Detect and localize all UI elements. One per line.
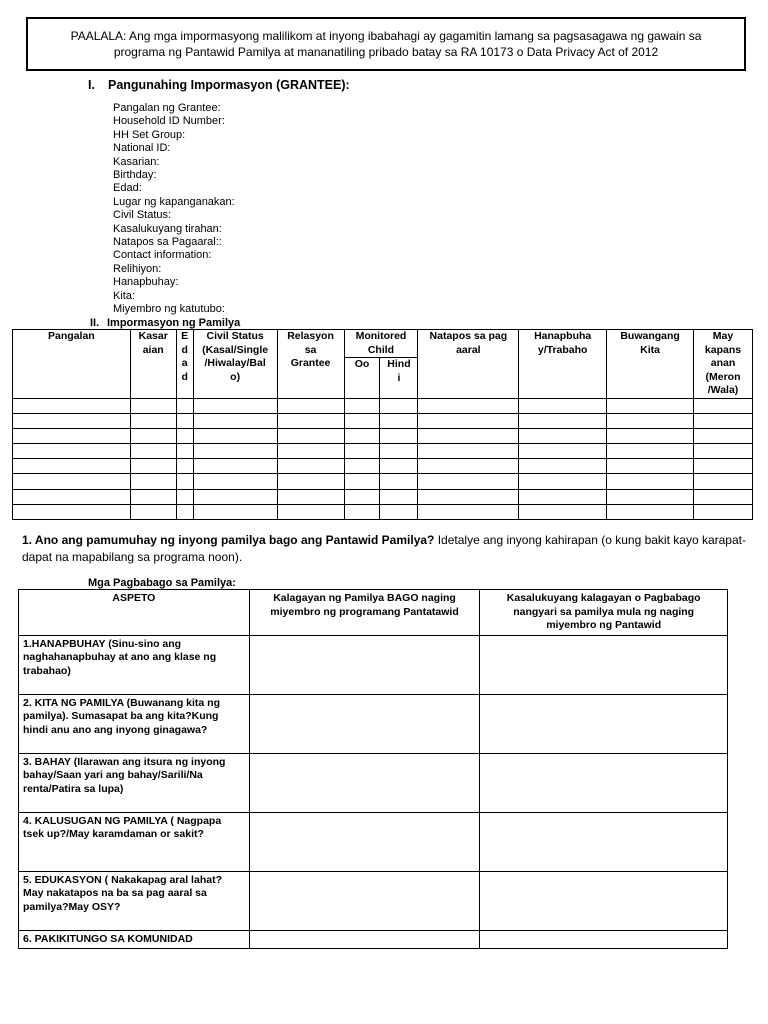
- section-title: Pangunahing Impormasyon (GRANTEE):: [108, 78, 350, 92]
- col-header-hanapbuhay: Hanapbuha y/Trabaho: [519, 330, 607, 399]
- question-1: [22, 532, 746, 566]
- aspect-cell: 6. PAKIKITUNGO SA KOMUNIDAD: [19, 930, 250, 949]
- field-label: Miyembro ng katutubo:: [113, 303, 225, 316]
- table-row: [13, 444, 753, 459]
- col-header-monitored-child: Monitored Child: [344, 330, 418, 358]
- field-label: Hanapbuhay:: [113, 276, 179, 289]
- col-header-kasarian: Kasar aian: [130, 330, 176, 399]
- table-row: [19, 871, 728, 930]
- question-1-bold: 1. Ano ang pamumuhay ng inyong pamilya bago ang Pantawid Pamilya?: [22, 533, 435, 547]
- table-row: [13, 398, 753, 413]
- section-title: Impormasyon ng Pamilya: [107, 317, 241, 329]
- section-2-heading: [90, 317, 240, 329]
- table-row: [13, 489, 753, 504]
- field-label: Edad:: [113, 182, 142, 195]
- field-label: Lugar ng kapanganakan:: [113, 195, 235, 208]
- field-label: Civil Status:: [113, 209, 172, 222]
- question-1-detail: Idetalye ang inyong kahirapan (o kung bakit kayo karapat-dapat na mapabilang sa programa noon).: [22, 533, 746, 564]
- aspect-cell: 2. KITA NG PAMILYA (Buwanang kita ng pamilya). Sumasapat ba ang kita?Kung hindi anu ano ang inyong ginagawa?: [19, 694, 250, 753]
- col-header-pangalan: Pangalan: [13, 330, 131, 399]
- field-label: Kasalukuyang tirahan:: [113, 222, 222, 235]
- field-label: Contact information:: [113, 249, 212, 262]
- col-header-aspeto: ASPETO: [19, 590, 250, 636]
- col-header-bago: Kalagayan ng Pamilya BAGO naging miyembro ng programang Pantatawid: [249, 590, 480, 636]
- col-header-kasalukuyan: Kasalukuyang kalagayan o Pagbabago nangyari sa pamilya mula ng naging miyembro ng Pantawid: [480, 590, 728, 636]
- table-row: [19, 753, 728, 812]
- field-label: HH Set Group:: [113, 128, 186, 141]
- col-header-natapos: Natapos sa pag aaral: [418, 330, 519, 399]
- aspect-table: [18, 589, 728, 949]
- field-label: Kita:: [113, 289, 136, 302]
- table-row: [13, 428, 753, 443]
- table-row: [13, 459, 753, 474]
- table-row: [19, 930, 728, 949]
- field-label: Household ID Number:: [113, 115, 225, 128]
- privacy-notice-line: PAALALA: Ang mga impormasyong malilikom at inyong ibabahagi ay gagamitin lamang sa pagsasagawa ng gawain sa: [70, 29, 702, 43]
- aspect-cell: 4. KALUSUGAN NG PAMILYA ( Nagpapa tsek up?/May karamdaman or sakit?: [19, 812, 250, 871]
- family-info-table: [12, 329, 753, 520]
- col-header-kapansanan: May kapans anan (Meron /Wala): [694, 330, 753, 399]
- field-label: Natapos sa Pagaaral::: [113, 236, 222, 249]
- field-label: Birthday:: [113, 169, 157, 182]
- field-label: Pangalan ng Grantee:: [113, 102, 221, 114]
- aspect-cell: 3. BAHAY (Ilarawan ang itsura ng inyong bahay/Saan yari ang bahay/Sarili/Na renta/Patira sa lupa): [19, 753, 250, 812]
- section-number: I.: [88, 78, 95, 92]
- field-label: Kasarian:: [113, 155, 160, 168]
- table-row: [13, 504, 753, 519]
- changes-label: Mga Pagbabago sa Pamilya:: [88, 577, 236, 589]
- section-1-heading: [88, 78, 350, 92]
- col-header-edad: E d a d: [176, 330, 193, 399]
- table-row: [13, 413, 753, 428]
- table-row: [19, 812, 728, 871]
- table-row: [19, 694, 728, 753]
- privacy-notice-line: programa ng Pantawid Pamilya at mananatiling pribado batay sa RA 10173 o Data Privacy Act of 2012: [113, 45, 659, 59]
- table-row: [13, 474, 753, 489]
- col-header-civil-status: Civil Status (Kasal/Single /Hiwalay/Bal o): [193, 330, 277, 399]
- privacy-notice: [26, 17, 746, 71]
- col-header-relasyon: Relasyon sa Grantee: [277, 330, 344, 399]
- col-header-oo: Oo: [344, 358, 380, 398]
- col-header-hindi: Hind i: [380, 358, 418, 398]
- aspect-cell: 1.HANAPBUHAY (Sinu-sino ang naghahanapbuhay at ano ang klase ng trabahao): [19, 635, 250, 694]
- aspect-cell: 5. EDUKASYON ( Nakakapag aral lahat? May nakatapos na ba sa pag aaral sa pamilya?May OSY?: [19, 871, 250, 930]
- grantee-fields: [113, 102, 235, 317]
- field-label: Relihiyon:: [113, 262, 162, 275]
- col-header-buwanang-kita: Buwangang Kita: [607, 330, 694, 399]
- field-label: National ID:: [113, 142, 171, 155]
- section-number: II.: [90, 317, 100, 329]
- table-row: [19, 635, 728, 694]
